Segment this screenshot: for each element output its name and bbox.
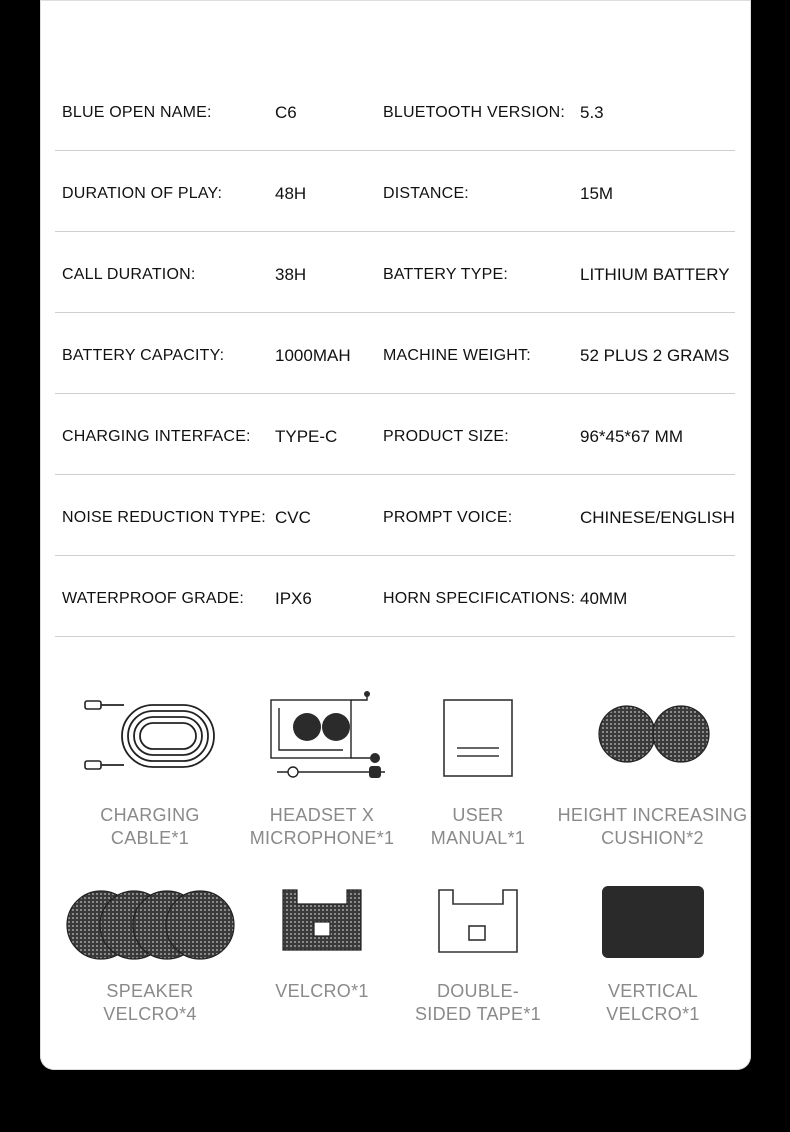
spec-value: 48H	[275, 184, 307, 203]
spec-value: LITHIUM BATTERY	[580, 265, 730, 284]
accessory-label: VERTICAL VELCRO*1	[606, 981, 700, 1024]
spec-value: TYPE-C	[275, 427, 338, 446]
accessory-headset-microphone	[232, 690, 412, 855]
accessory-label: HEIGHT INCREASING CUSHION*2	[557, 805, 748, 848]
spec-value: 1000MAH	[275, 346, 351, 365]
spec-label: PRODUCT SIZE:	[383, 428, 509, 445]
spec-card	[40, 0, 751, 1070]
spec-label: CALL DURATION:	[62, 266, 196, 283]
spec-value: 96*45*67 MM	[580, 427, 684, 446]
spec-row	[55, 556, 735, 637]
spec-row	[55, 475, 735, 556]
velcro-icon	[277, 880, 367, 970]
spec-value: IPX6	[275, 589, 312, 608]
charging-cable-icon	[80, 690, 220, 785]
spec-value: 52 PLUS 2 GRAMS	[580, 346, 730, 365]
spec-label: MACHINE WEIGHT:	[383, 347, 531, 364]
spec-label: HORN SPECIFICATIONS:	[383, 590, 576, 607]
spec-value: CHINESE/ENGLISH	[580, 508, 735, 527]
accessory-velcro	[232, 880, 412, 1030]
accessory-label: DOUBLE- SIDED TAPE*1	[415, 981, 541, 1024]
vertical-velcro-icon	[598, 880, 708, 970]
spec-label: DURATION OF PLAY:	[62, 185, 223, 202]
spec-value: C6	[275, 103, 297, 122]
accessory-speaker-velcro	[60, 880, 240, 1030]
spec-value: 5.3	[580, 103, 604, 122]
spec-row	[55, 394, 735, 475]
accessory-label: CHARGING CABLE*1	[100, 805, 200, 848]
accessory-double-sided-tape	[388, 880, 568, 1030]
spec-label: BATTERY CAPACITY:	[62, 347, 225, 364]
spec-label: DISTANCE:	[383, 185, 469, 202]
spec-value: 38H	[275, 265, 307, 284]
spec-label: BLUE OPEN NAME:	[62, 104, 212, 121]
spec-row	[55, 313, 735, 394]
spec-row	[55, 151, 735, 232]
spec-row	[55, 232, 735, 313]
double-sided-tape-icon	[433, 880, 523, 970]
spec-value: 40MM	[580, 589, 628, 608]
cushion-icon	[593, 690, 713, 785]
spec-label: BLUETOOTH VERSION:	[383, 104, 566, 121]
accessory-label: USER MANUAL*1	[430, 805, 526, 848]
accessory-label: HEADSET X MICROPHONE*1	[249, 805, 395, 848]
speaker-velcro-icon	[63, 880, 238, 970]
headset-microphone-icon	[257, 690, 387, 785]
spec-label: PROMPT VOICE:	[383, 509, 513, 526]
spec-label: BATTERY TYPE:	[383, 266, 509, 283]
spec-row	[55, 70, 735, 151]
spec-label: WATERPROOF GRADE:	[62, 590, 245, 607]
spec-label: CHARGING INTERFACE:	[62, 428, 251, 445]
accessory-label: VELCRO*1	[275, 981, 369, 1001]
accessory-vertical-velcro	[563, 880, 743, 1030]
user-manual-icon	[433, 690, 523, 785]
spec-value: CVC	[275, 508, 311, 527]
spec-label: NOISE REDUCTION TYPE:	[62, 509, 266, 526]
spec-table	[55, 70, 735, 637]
accessory-label: SPEAKER VELCRO*4	[103, 981, 197, 1024]
accessory-user-manual	[388, 690, 568, 855]
accessory-cushion	[555, 690, 750, 855]
spec-value: 15M	[580, 184, 614, 203]
accessory-charging-cable	[60, 690, 240, 855]
